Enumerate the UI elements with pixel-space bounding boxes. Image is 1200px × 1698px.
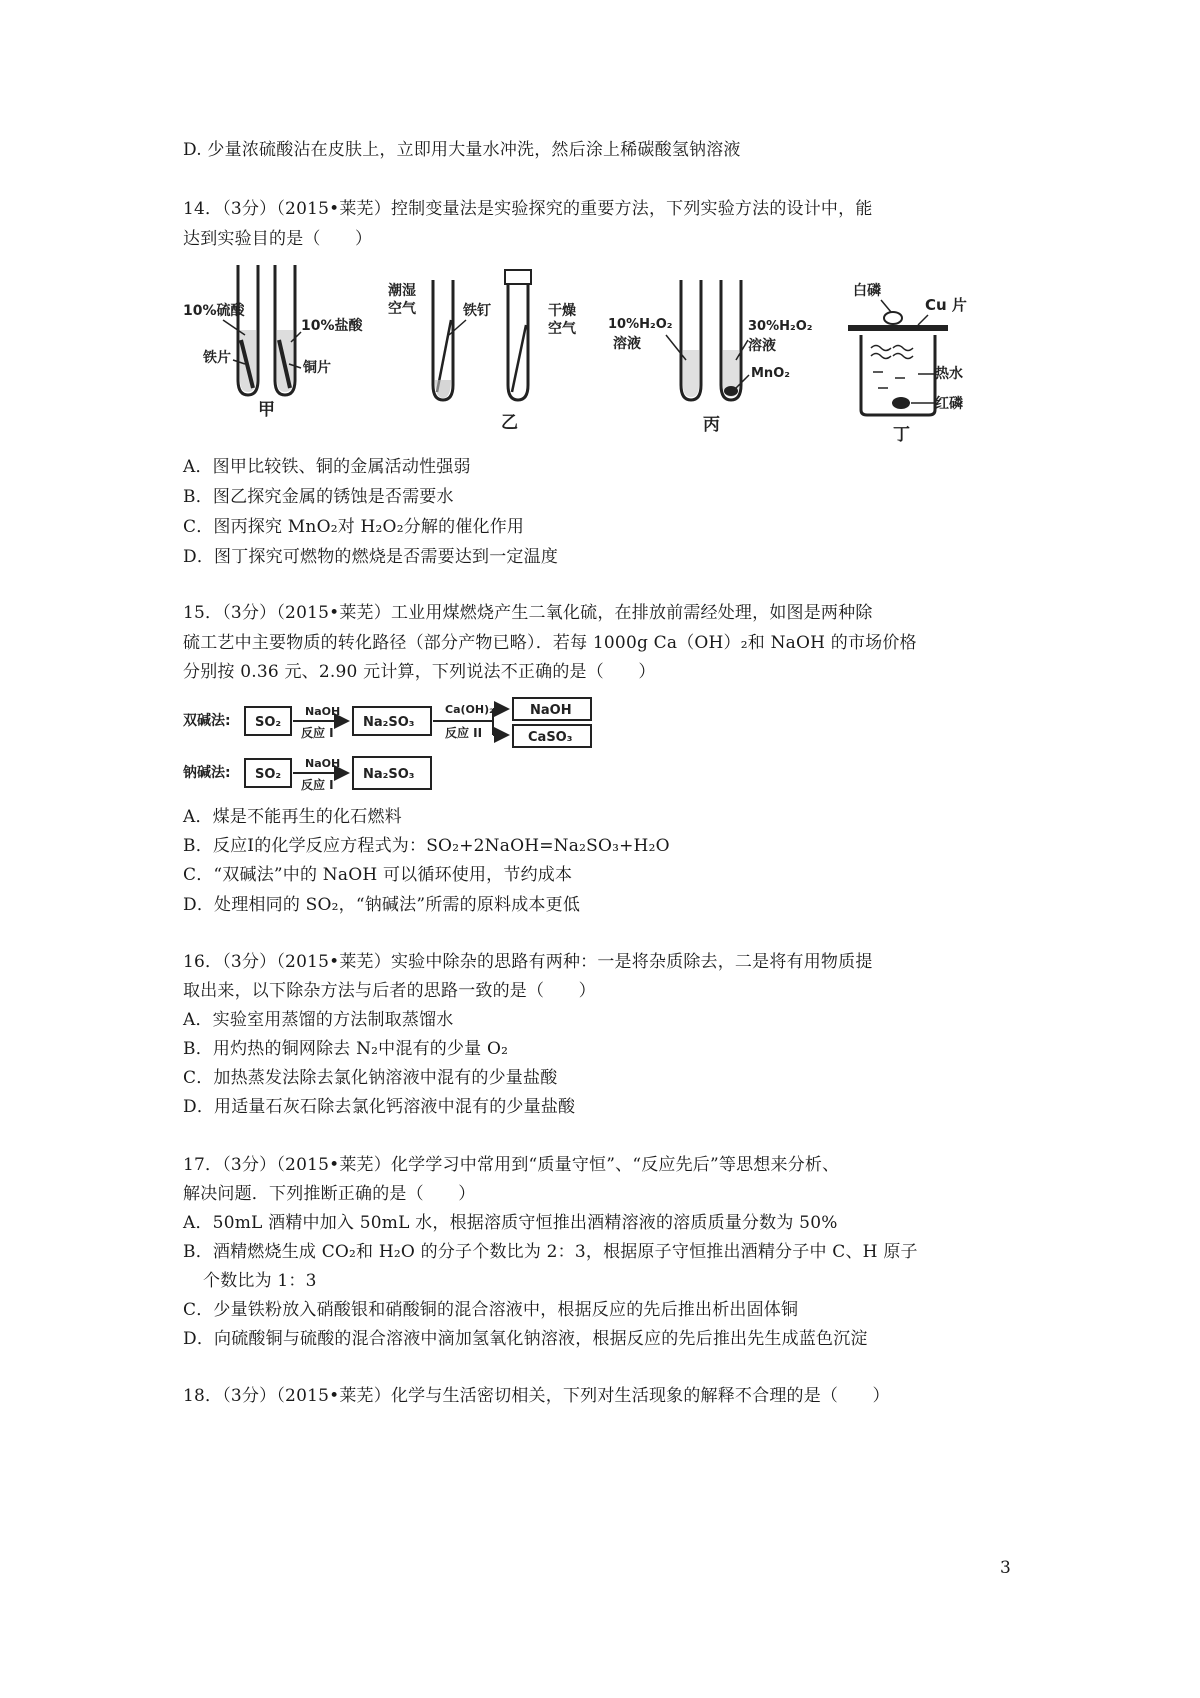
label-copper-strip: 铜片 [303, 360, 331, 376]
method-double-alkali: 双碱法: [183, 713, 231, 729]
q14-option-c: C．图丙探究 MnO₂对 H₂O₂分解的催化作用 [183, 517, 525, 537]
label-solution: 溶液 [748, 338, 776, 354]
text-na2so3: Na₂SO₃ [363, 767, 415, 782]
figure-jia [183, 265, 364, 420]
flow-sodium-alkali [183, 757, 431, 792]
label-copper-plate: Cu 片 [925, 296, 967, 314]
text-so2: SO₂ [255, 715, 282, 730]
label-iron-nail: 铁钉 [463, 303, 491, 319]
page-number: 3 [1000, 1558, 1011, 1578]
label-white-phosphorus: 白磷 [853, 283, 881, 299]
q14-figure [183, 260, 983, 445]
q14-figure-svg [183, 260, 983, 445]
q14-stem-line1: 14．（3分）（2015•莱芜）控制变量法是实验探究的重要方法，下列实验方法的设计中，能 [183, 199, 873, 219]
caption-bing: 丙 [703, 415, 720, 435]
flow-double-alkali [183, 698, 591, 747]
q14-stem-line2: 达到实验目的是（ ） [183, 229, 373, 249]
label-air: 空气 [548, 321, 576, 337]
q14-option-b: B．图乙探究金属的锈蚀是否需要水 [183, 487, 454, 507]
label-red-phosphorus: 红磷 [935, 396, 963, 412]
reaction-one: 反应 I [301, 726, 334, 740]
caption-yi: 乙 [501, 413, 518, 433]
q16-stem-line2: 取出来，以下除杂方法与后者的思路一致的是（ ） [183, 981, 596, 1001]
leader-line [881, 300, 891, 312]
figure-ding [848, 282, 967, 445]
iron-nail [512, 325, 526, 392]
q17-option-c: C．少量铁粉放入硝酸银和硝酸铜的混合溶液中，根据反应的先后推出析出固体铜 [183, 1300, 799, 1320]
label-h2o2-30: 30%H₂O₂ [748, 319, 813, 334]
reagent-naoh: NaOH [305, 705, 341, 718]
q17-stem-line2: 解决问题．下列推断正确的是（ ） [183, 1184, 476, 1204]
caption-ding: 丁 [893, 425, 910, 445]
q15-figure [183, 695, 603, 803]
label-hot-water: 热水 [935, 366, 963, 382]
q15-option-d: D．处理相同的 SO₂，“钠碱法”所需的原料成本更低 [183, 895, 581, 915]
q17-option-d: D．向硫酸铜与硫酸的混合溶液中滴加氢氧化钠溶液，根据反应的先后推出先生成蓝色沉淀 [183, 1329, 868, 1349]
method-sodium-alkali: 钠碱法: [183, 765, 231, 781]
copper-plate [848, 325, 948, 331]
q16-option-d: D．用适量石灰石除去氯化钙溶液中混有的少量盐酸 [183, 1097, 576, 1117]
q14-option-a: A．图甲比较铁、铜的金属活动性强弱 [183, 457, 471, 477]
caption-jia: 甲 [258, 400, 275, 420]
q15-stem-line2: 硫工艺中主要物质的转化路径（部分产物已略）．若每 1000g Ca（OH）₂和 NaOH 的市场价格 [183, 633, 917, 653]
figure-yi [388, 270, 577, 433]
label-air: 空气 [388, 301, 416, 317]
q14-option-d: D．图丁探究可燃物的燃烧是否需要达到一定温度 [183, 547, 559, 567]
q15-option-c: C．“双碱法”中的 NaOH 可以循环使用，节约成本 [183, 865, 573, 885]
label-iron-strip: 铁片 [203, 350, 231, 366]
reaction-one: 反应 I [301, 778, 334, 792]
q17-option-b-line1: B．酒精燃烧生成 CO₂和 H₂O 的分子个数比为 2：3，根据原子守恒推出酒精分子中 C、H 原子 [183, 1242, 918, 1262]
stopper [505, 270, 531, 284]
q17-option-b-line2: 个数比为 1：3 [203, 1271, 317, 1291]
q16-option-b: B．用灼热的铜网除去 N₂中混有的少量 O₂ [183, 1039, 509, 1059]
steam [871, 346, 913, 359]
reagent-caoh2: Ca(OH)₂ [445, 703, 494, 716]
q15-stem-line3: 分别按 0.36 元、2.90 元计算，下列说法不正确的是（ ） [183, 662, 656, 682]
text-na2so3: Na₂SO₃ [363, 715, 415, 730]
text-so2: SO₂ [255, 767, 282, 782]
figure-bing [608, 280, 812, 435]
test-tube [508, 280, 528, 400]
text-caso3: CaSO₃ [528, 730, 573, 745]
q18-stem-line1: 18．（3分）（2015•莱芜）化学与生活密切相关，下列对生活现象的解释不合理的是（ ） [183, 1386, 890, 1406]
label-hydrochloric-acid: 10%盐酸 [301, 318, 363, 334]
text-naoh: NaOH [530, 703, 572, 718]
label-h2o2-10: 10%H₂O₂ [608, 317, 673, 332]
q13-option-d: D. 少量浓硫酸沾在皮肤上，立即用大量水冲洗，然后涂上稀碳酸氢钠溶液 [183, 140, 741, 160]
q17-stem-line1: 17．（3分）（2015•莱芜）化学学习中常用到“质量守恒”、“反应先后”等思想来分析、 [183, 1155, 840, 1175]
water [435, 380, 451, 398]
label-mno2: MnO₂ [751, 366, 790, 381]
q15-option-a: A．煤是不能再生的化石燃料 [183, 807, 402, 827]
leader-line [223, 320, 245, 335]
leader-line [666, 335, 686, 360]
q17-option-a: A．50mL 酒精中加入 50mL 水，根据溶质守恒推出酒精溶液的溶质质量分数为 50% [183, 1213, 838, 1233]
white-phosphorus [884, 312, 902, 324]
label-dry: 干燥 [548, 303, 576, 319]
q16-stem-line1: 16．（3分）（2015•莱芜）实验中除杂的思路有两种：一是将杂质除去，二是将有用物质提 [183, 952, 873, 972]
reagent-naoh: NaOH [305, 757, 341, 770]
label-solution: 溶液 [613, 336, 641, 352]
label-sulfuric-acid: 10%硫酸 [183, 303, 245, 319]
q15-figure-svg [183, 695, 603, 803]
red-phosphorus [892, 397, 910, 409]
q15-option-b: B．反应Ⅰ的化学反应方程式为：SO₂+2NaOH=Na₂SO₃+H₂O [183, 836, 670, 856]
q16-option-c: C．加热蒸发法除去氯化钠溶液中混有的少量盐酸 [183, 1068, 558, 1088]
label-moist: 潮湿 [388, 283, 416, 299]
q16-option-a: A．实验室用蒸馏的方法制取蒸馏水 [183, 1010, 454, 1030]
reaction-two: 反应 II [445, 726, 483, 740]
solution [683, 350, 699, 397]
q15-stem-line1: 15．（3分）（2015•莱芜）工业用煤燃烧产生二氧化硫，在排放前需经处理，如图是两种除 [183, 603, 873, 623]
leader-line [918, 315, 928, 325]
